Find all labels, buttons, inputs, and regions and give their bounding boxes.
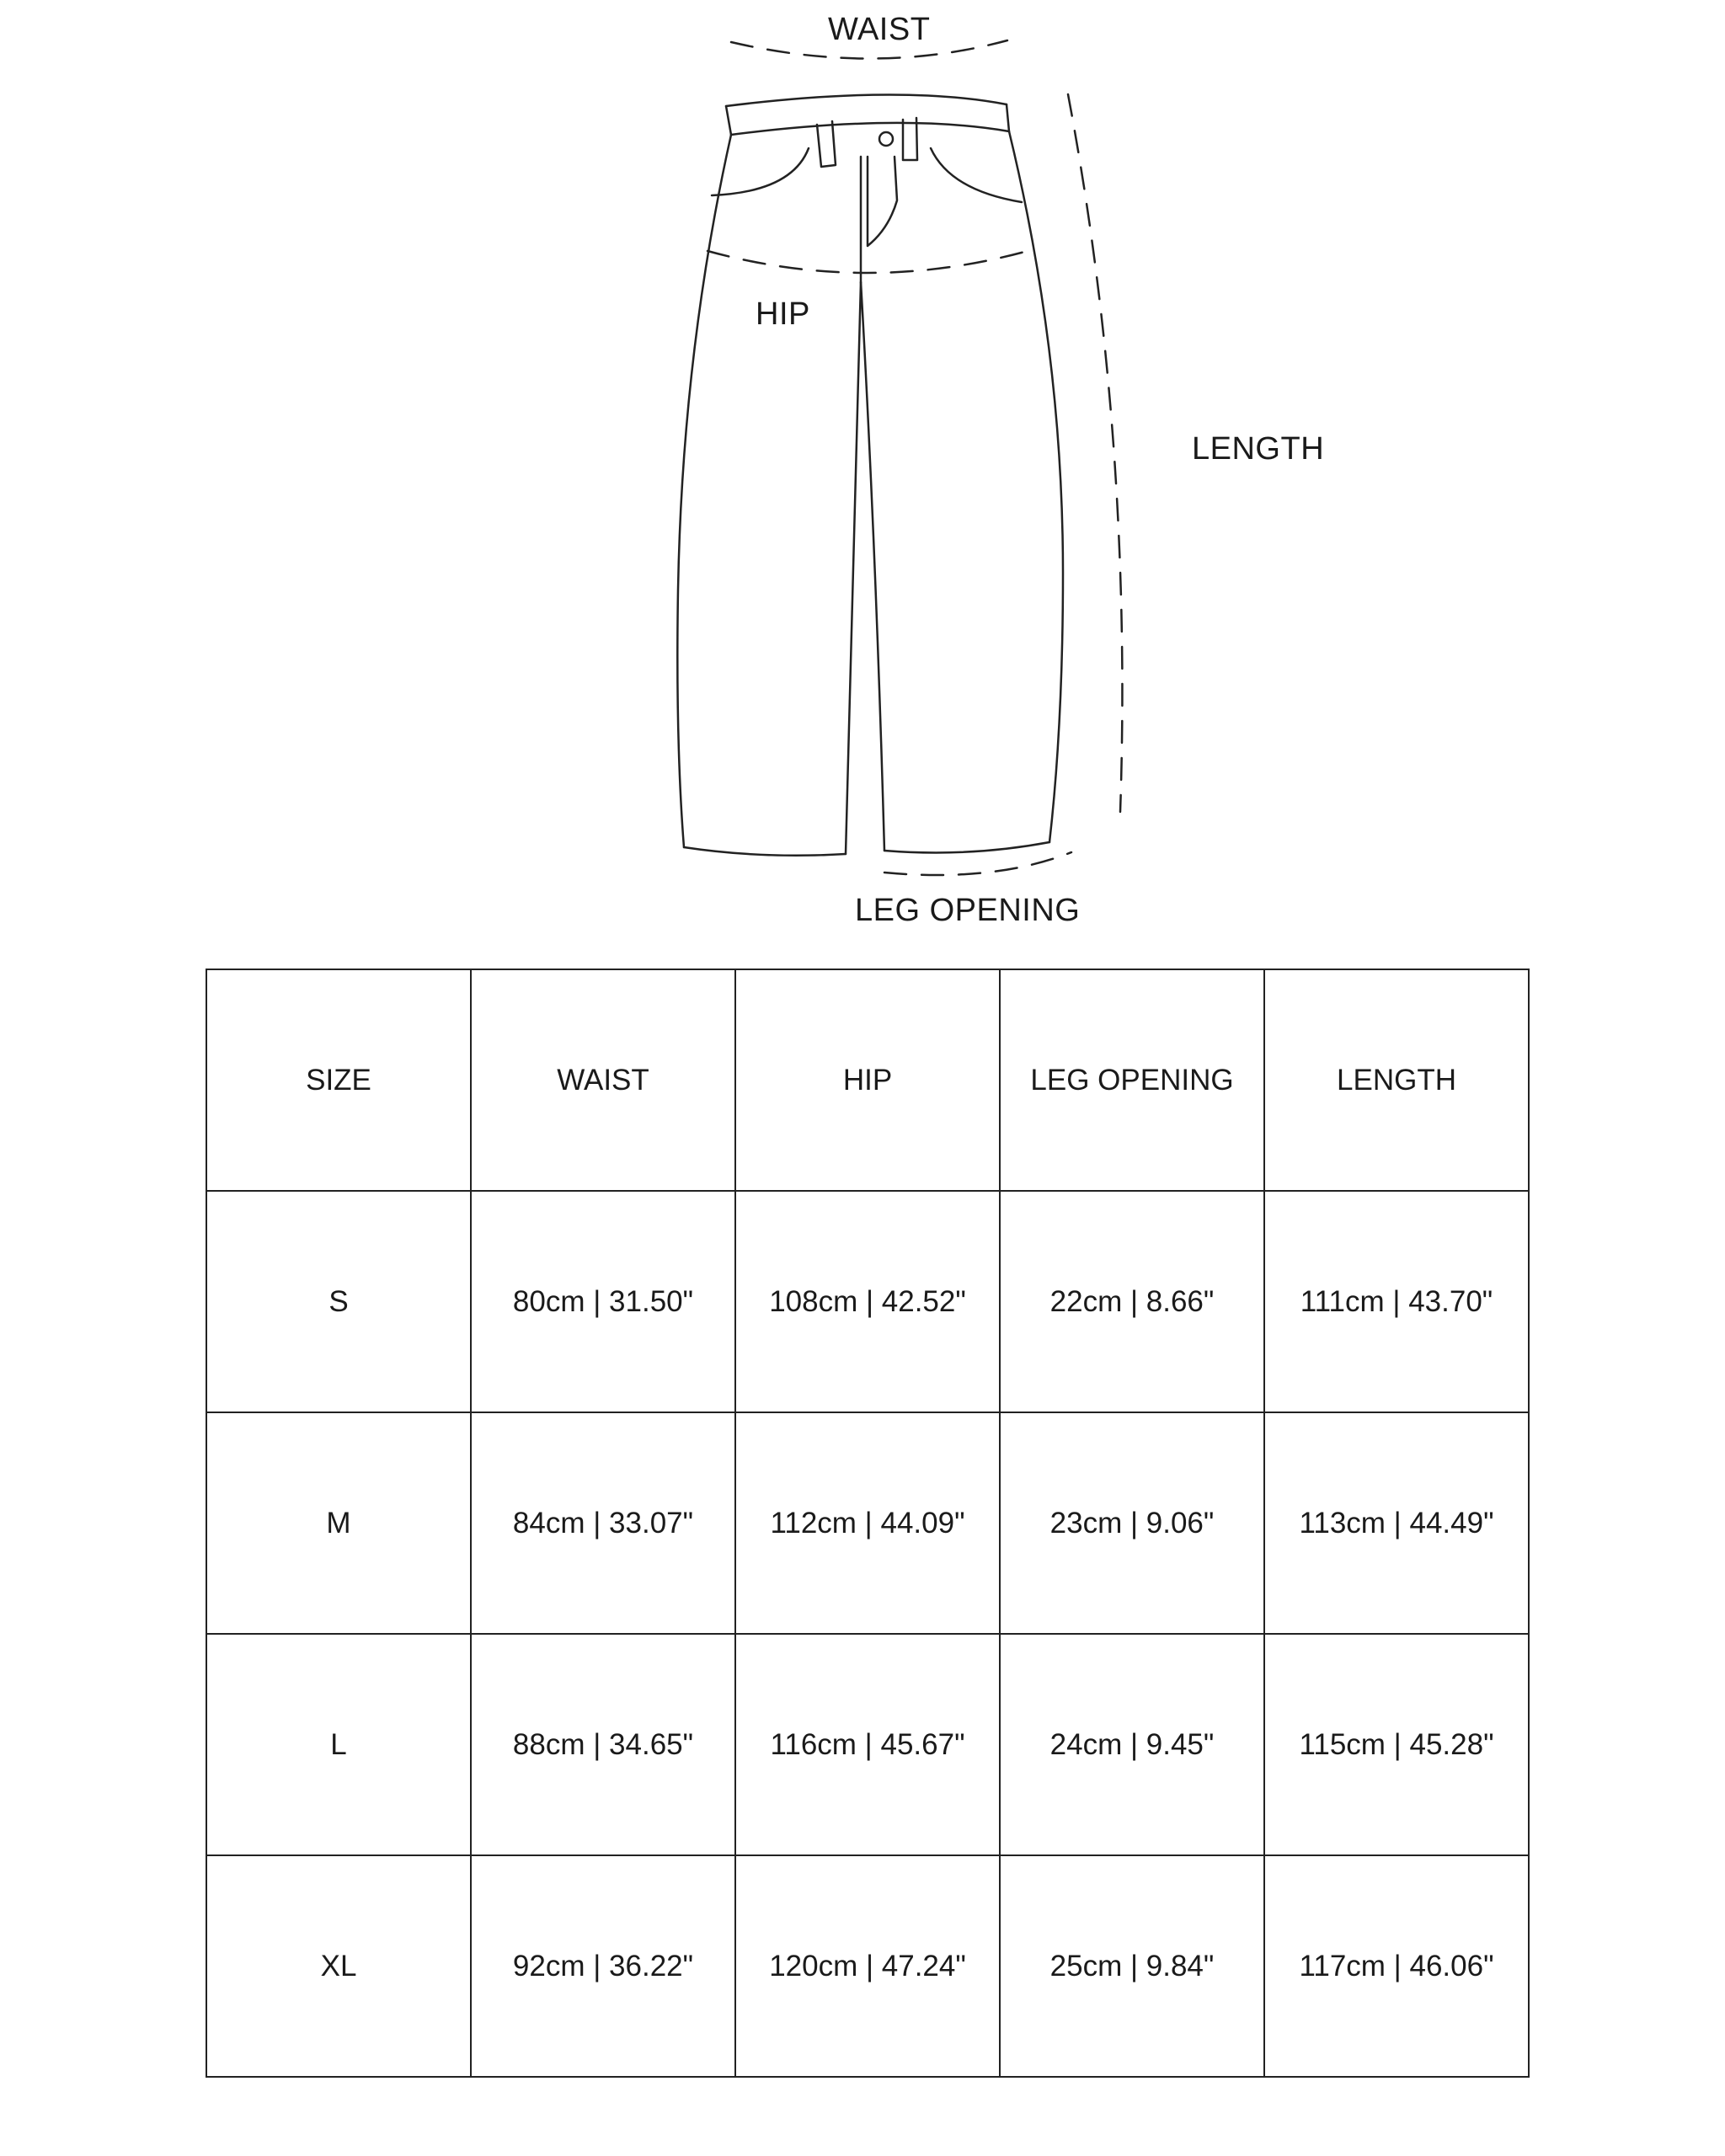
cell-size: XL xyxy=(206,1855,471,2077)
cell-hip: 108cm | 42.52" xyxy=(735,1191,1000,1412)
belt-loop-left xyxy=(817,121,836,167)
cell-hip: 120cm | 47.24" xyxy=(735,1855,1000,2077)
size-chart-table xyxy=(206,969,1530,2078)
waist-label: WAIST xyxy=(828,12,931,47)
pants-illustration xyxy=(0,0,1725,943)
header-length: LENGTH xyxy=(1264,969,1529,1191)
hip-measure-line xyxy=(708,251,1028,273)
cell-waist: 80cm | 31.50" xyxy=(471,1191,735,1412)
left-leg-outer xyxy=(677,135,731,847)
cell-waist: 88cm | 34.65" xyxy=(471,1634,735,1855)
cell-hip: 112cm | 44.09" xyxy=(735,1412,1000,1634)
waistband-right-side xyxy=(1007,104,1009,131)
right-leg-outer xyxy=(1009,131,1063,842)
header-hip: HIP xyxy=(735,969,1000,1191)
pants-measurement-diagram xyxy=(0,0,1725,943)
cell-size: L xyxy=(206,1634,471,1855)
table-row xyxy=(206,1191,1529,1412)
cell-length: 113cm | 44.49" xyxy=(1264,1412,1529,1634)
cell-leg-opening: 25cm | 9.84" xyxy=(1000,1855,1264,2077)
left-leg-inner xyxy=(846,282,861,854)
header-size: SIZE xyxy=(206,969,471,1191)
right-leg-hem xyxy=(884,842,1049,852)
cell-size: S xyxy=(206,1191,471,1412)
table-row xyxy=(206,1855,1529,2077)
cell-leg-opening: 22cm | 8.66" xyxy=(1000,1191,1264,1412)
left-leg-hem xyxy=(684,847,846,856)
cell-length: 115cm | 45.28" xyxy=(1264,1634,1529,1855)
cell-hip: 116cm | 45.67" xyxy=(735,1634,1000,1855)
table-row xyxy=(206,1634,1529,1855)
table-header-row xyxy=(206,969,1529,1191)
fly-line xyxy=(868,157,897,246)
leg-opening-measure-line xyxy=(884,852,1071,875)
length-label: LENGTH xyxy=(1192,431,1325,467)
button xyxy=(879,132,893,146)
header-leg-opening: LEG OPENING xyxy=(1000,969,1264,1191)
cell-leg-opening: 24cm | 9.45" xyxy=(1000,1634,1264,1855)
cell-size: M xyxy=(206,1412,471,1634)
header-waist: WAIST xyxy=(471,969,735,1191)
cell-length: 117cm | 46.06" xyxy=(1264,1855,1529,2077)
waistband-top-line xyxy=(726,94,1007,106)
table-row xyxy=(206,1412,1529,1634)
leg-opening-label: LEG OPENING xyxy=(855,893,1081,928)
waistband-left-side xyxy=(726,106,731,135)
hip-label: HIP xyxy=(756,296,810,332)
cell-waist: 92cm | 36.22" xyxy=(471,1855,735,2077)
right-leg-inner xyxy=(861,282,884,851)
cell-leg-opening: 23cm | 9.06" xyxy=(1000,1412,1264,1634)
belt-loop-right xyxy=(903,118,917,160)
waistband-bottom-line xyxy=(731,123,1009,135)
cell-waist: 84cm | 33.07" xyxy=(471,1412,735,1634)
right-pocket xyxy=(931,148,1022,202)
cell-length: 111cm | 43.70" xyxy=(1264,1191,1529,1412)
length-measure-line xyxy=(1068,94,1122,812)
